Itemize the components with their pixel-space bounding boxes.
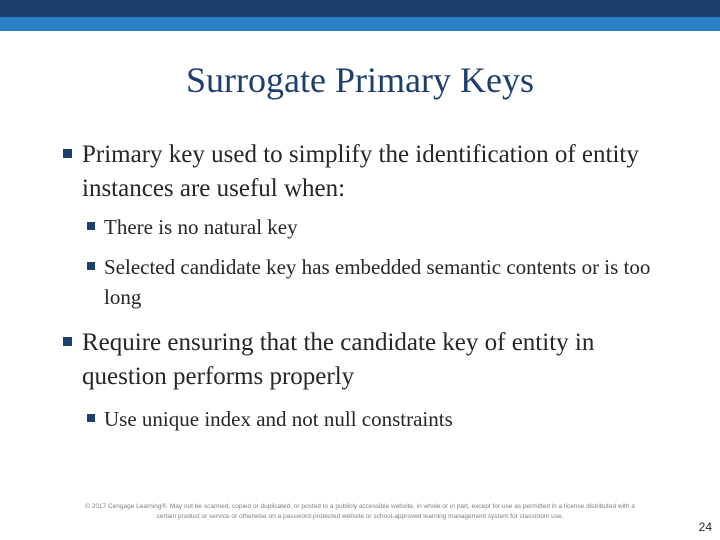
square-bullet-icon (87, 222, 95, 230)
slide-title: Surrogate Primary Keys (186, 60, 534, 100)
copyright-notice (40, 502, 680, 522)
sub-bullet-text: Use unique index and not null constraints (104, 407, 453, 431)
sub-bullet-item (82, 404, 670, 434)
bullet-text: Primary key used to simplify the identification of entity instances are useful when: (82, 141, 639, 202)
square-bullet-icon (87, 262, 95, 270)
header-band-light (0, 17, 720, 31)
sub-bullet-text: There is no natural key (104, 215, 298, 239)
header-band-dark (0, 0, 720, 17)
page-number: 24 (698, 520, 712, 534)
square-bullet-icon (63, 149, 72, 158)
square-bullet-icon (63, 337, 72, 346)
bullet-list (60, 138, 670, 434)
bullet-item (60, 138, 670, 312)
sub-bullet-item (82, 212, 670, 242)
sub-bullet-item (82, 252, 670, 312)
bullet-item (60, 326, 670, 434)
square-bullet-icon (87, 414, 95, 422)
sub-bullet-text: Selected candidate key has embedded semantic contents or is too long (104, 255, 651, 309)
copyright-line: © 2017 Cengage Learning®. May not be scanned, copied or duplicated, or posted to a publicly accessible website, in whole or in part, except for use as permitted in a license distributed with a (85, 503, 635, 510)
bullet-text: Require ensuring that the candidate key of entity in question performs properly (82, 329, 595, 390)
sub-bullet-list (82, 212, 670, 312)
copyright-line: certain product or service or otherwise on a password-protected website or school-approved learning management system for classroom use. (156, 513, 564, 520)
sub-bullet-list (82, 404, 670, 434)
